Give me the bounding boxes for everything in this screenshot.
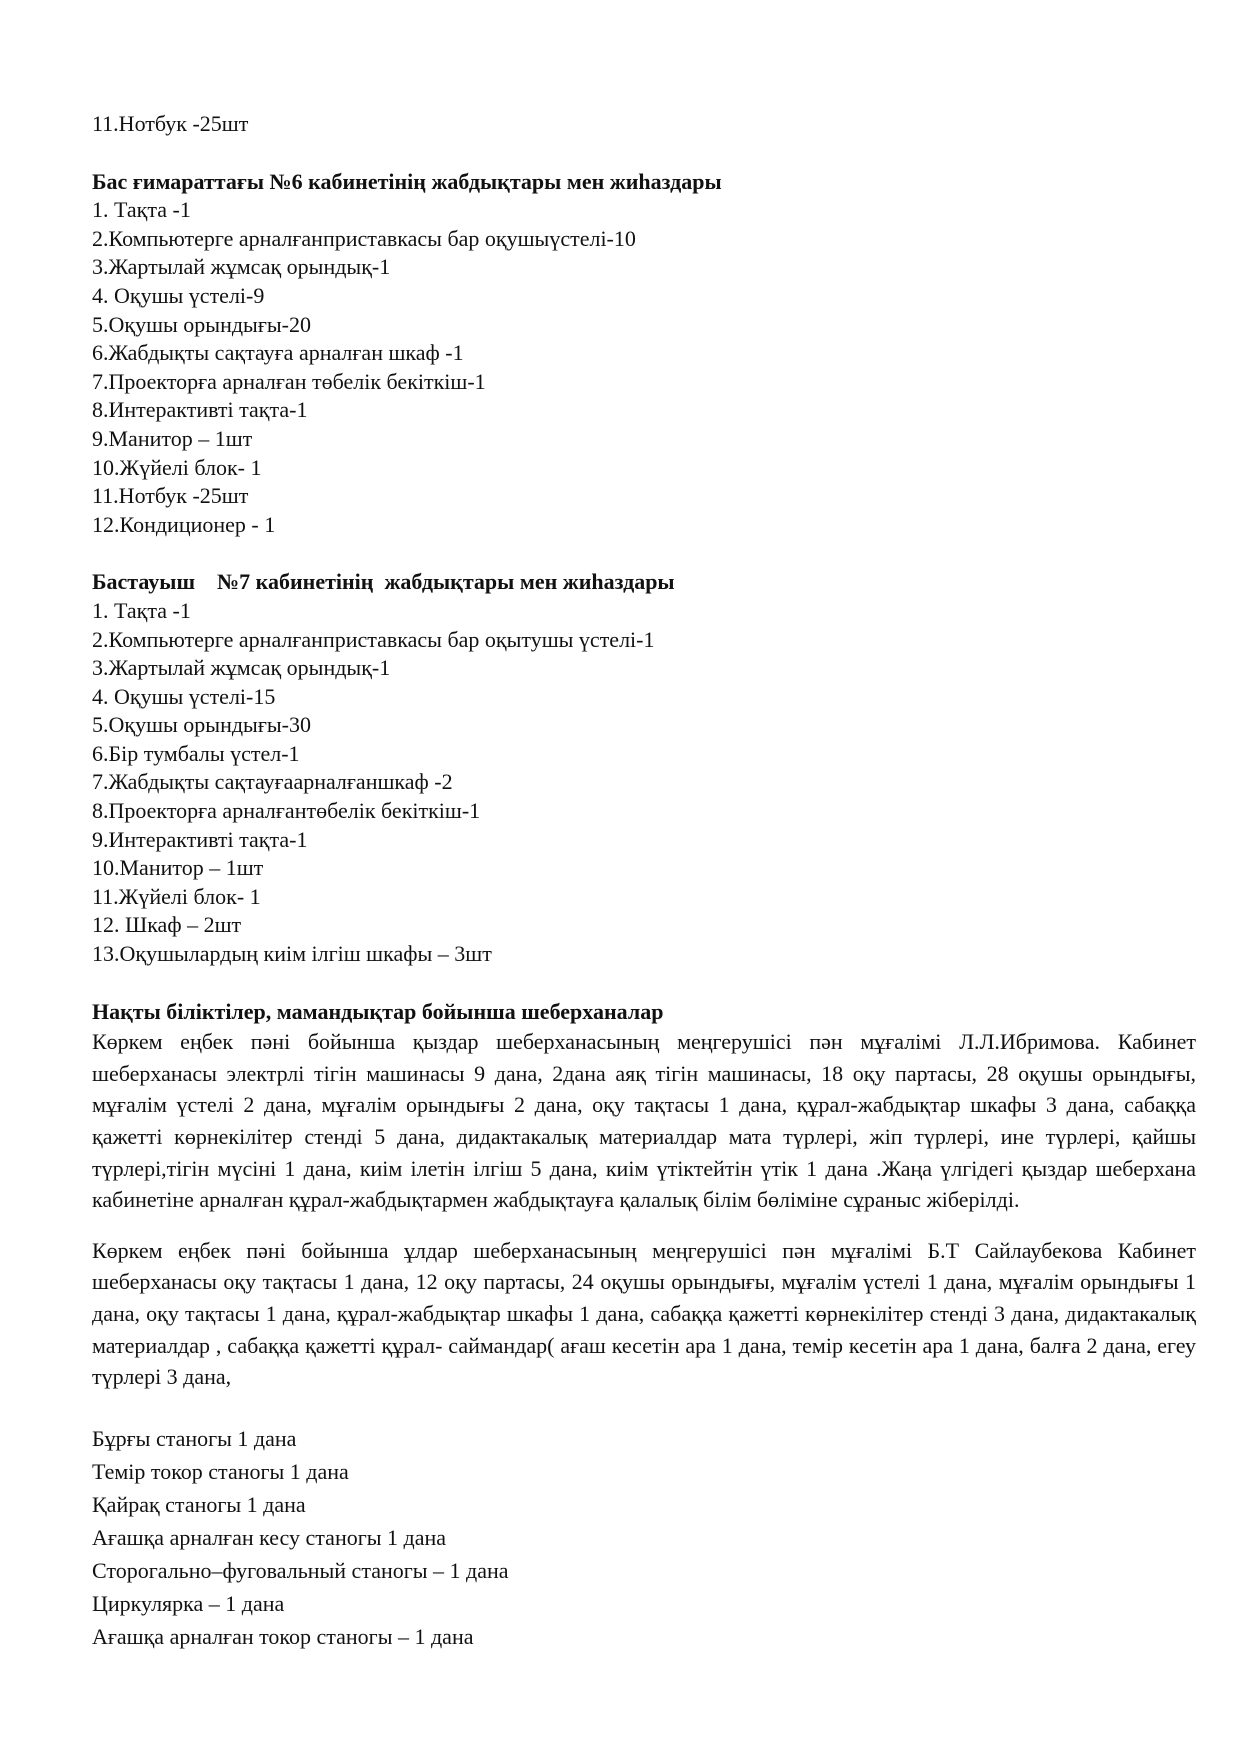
section-heading: Нақты біліктілер, мамандықтар бойынша шеберханалар (92, 998, 664, 1024)
list-item: 4. Оқушы үстелі-15 (92, 683, 276, 709)
list-item: 12.Кондиционер - 1 (92, 511, 276, 537)
list-item: Бұрғы станогы 1 дана (92, 1425, 297, 1451)
list-item: 2.Компьютерге арналғанприставкасы бар оқушыүстелі-10 (92, 225, 636, 251)
list-item: 11.Нотбук -25шт (92, 483, 249, 509)
spacer (92, 969, 1196, 998)
list-item: Циркулярка – 1 дана (92, 1590, 285, 1616)
paragraph-girls-workshop: Көркем еңбек пәні бойынша қыздар шеберханасының меңгерушісі пән мұғалімі Л.Л.Ибримова. Кабинет шеберханасы электрлі тігін машинасы 9 дана, 2дана аяқ тігін машинасы, 18 оқу партасы, 28 оқушы орындығы, мұғалім үстелі 2 дана, мұғалім орындығы 2 дана, оқу тақтасы 1 дана, құрал-жабдықтар шкафы 3 дана, сабаққа қажетті көрнекілітер стенді 5 дана, дидактакалық материалдар мата түрлері, жіп түрлері, ине түрлері, қайшы түрлері,тігін мүсіні 1 дана, киім ілетін ілгіш 5 дана, киім үтіктейтін үтік 1 дана .Жаңа үлгідегі қыздар шеберхана кабинетіне арналған құрал-жабдықтармен жабдықтауға қалалық білім бөліміне сұраныс жіберілді. (92, 1029, 1196, 1213)
section-workshops (92, 998, 1196, 1653)
list-item: Сторогально–фуговальный станогы – 1 дана (92, 1557, 509, 1583)
list-item: 5.Оқушы орындығы-20 (92, 311, 311, 337)
list-item: 9.Интерактивті тақта-1 (92, 826, 308, 852)
list-item: 1. Тақта -1 (92, 597, 191, 623)
list-item: 9.Манитор – 1шт (92, 425, 253, 451)
spacer (92, 139, 1196, 168)
list-item: Ағашқа арналған токор станогы – 1 дана (92, 1623, 474, 1649)
list-item: 11.Жүйелі блок- 1 (92, 883, 261, 909)
section-heading: Бастауыш №7 кабинетінің жабдықтары мен жиһаздары (92, 569, 675, 595)
section-cabinet-6 (92, 168, 1196, 540)
list-item: 3.Жартылай жұмсақ орындық-1 (92, 655, 391, 681)
list-item: 4. Оқушы үстелі-9 (92, 282, 265, 308)
section-heading: Бас ғимараттағы №6 кабинетінің жабдықтары мен жиһаздары (92, 168, 722, 194)
section-cabinet-7 (92, 568, 1196, 968)
list-item: 1. Тақта -1 (92, 197, 191, 223)
spacer (92, 1216, 1196, 1235)
list-item: 12. Шкаф – 2шт (92, 912, 242, 938)
list-item: 8.Проекторға арналғантөбелік бекіткіш-1 (92, 798, 481, 824)
paragraph-boys-workshop: Көркем еңбек пәні бойынша ұлдар шеберханасының меңгерушісі пән мұғалімі Б.Т Сайлаубекова Кабинет шеберханасы оқу тақтасы 1 дана, 12 оқу партасы, 24 оқушы орындығы, мұғалім үстелі 1 дана, мұғалім орындығы 1 дана, оқу тақтасы 1 дана, құрал-жабдықтар шкафы 1 дана, сабаққа қажетті көрнекілітер стенді 3 дана, дидактакалық материалдар , сабаққа қажетті құрал- саймандар( ағаш кесетін ара 1 дана, темір кесетін ара 1 дана, балға 2 дана, егеу түрлері 3 дана, (92, 1237, 1196, 1390)
list-item: 3.Жартылай жұмсақ орындық-1 (92, 254, 391, 280)
spacer (92, 1393, 1196, 1422)
list-item: 7.Жабдықты сақтауғаарналғаншкаф -2 (92, 769, 453, 795)
list-item: Темір токор станогы 1 дана (92, 1458, 349, 1484)
list-item: 10.Манитор – 1шт (92, 855, 264, 881)
list-item: 11.Нотбук -25шт (92, 111, 249, 136)
spacer (92, 539, 1196, 568)
list-item: 6.Бір тумбалы үстел-1 (92, 740, 300, 766)
list-item: 13.Оқушылардың киім ілгіш шкафы – 3шт (92, 941, 492, 967)
list-item: 10.Жүйелі блок- 1 (92, 454, 262, 480)
list-item: 8.Интерактивті тақта-1 (92, 397, 308, 423)
list-item: 7.Проекторға арналған төбелік бекіткіш-1 (92, 368, 486, 394)
list-item: 2.Компьютерге арналғанприставкасы бар оқытушы үстелі-1 (92, 626, 655, 652)
list-item: Қайрақ станогы 1 дана (92, 1491, 306, 1517)
list-item: Ағашқа арналған кесу станогы 1 дана (92, 1524, 447, 1550)
list-item: 5.Оқушы орындығы-30 (92, 712, 311, 738)
document-page (92, 110, 1196, 1653)
equipment-list (92, 1422, 1196, 1653)
list-item: 6.Жабдықты сақтауға арналған шкаф -1 (92, 340, 464, 366)
